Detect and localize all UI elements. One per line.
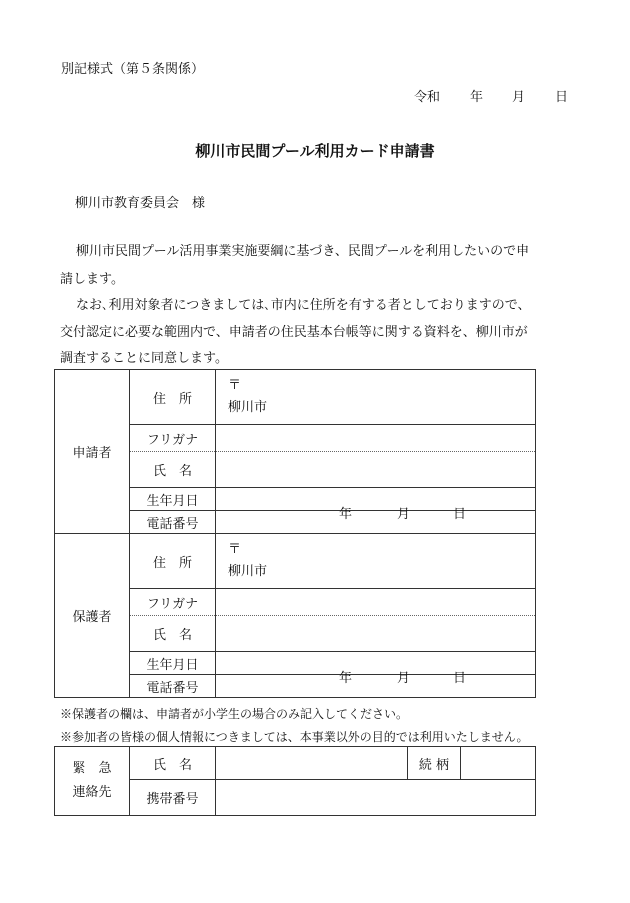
emergency-relation-field[interactable] (461, 747, 536, 780)
applicant-dob-label: 生年月日 (130, 488, 216, 511)
body-line-2: 請します。 (60, 272, 124, 287)
guardian-phone-label: 電話番号 (130, 675, 216, 698)
emergency-label-line2: 連絡先 (72, 785, 112, 800)
applicant-dob-month: 月 (397, 507, 411, 522)
applicant-dob-year: 年 (339, 507, 353, 522)
emergency-name-label: 氏 名 (130, 747, 216, 780)
guardian-phone-field[interactable] (216, 675, 536, 698)
page-title: 柳川市民間プール利用カード申請書 (195, 142, 435, 160)
applicant-phone-field[interactable] (216, 511, 536, 534)
emergency-contact-table (54, 746, 536, 816)
body-line-4: 交付認定に必要な範囲内で、申請者の住民基本台帳等に関する資料を、柳川市が (60, 325, 528, 340)
applicant-postal-mark: 〒 (228, 378, 242, 393)
applicant-dob-field[interactable] (216, 488, 536, 522)
guardian-name-label: 氏 名 (130, 616, 216, 652)
date-year: 年 (470, 90, 484, 105)
guardian-address-field[interactable] (216, 534, 536, 589)
guardian-postal-mark: 〒 (228, 542, 242, 557)
applicant-dob-day: 日 (453, 507, 467, 522)
applicant-address-field[interactable] (216, 370, 536, 425)
addressee: 柳川市教育委員会 様 (75, 196, 206, 211)
body-line-1: 柳川市民間プール活用事業実施要綱に基づき、民間プールを利用したいので申 (76, 244, 530, 259)
applicant-furigana-label: フリガナ (130, 425, 216, 452)
applicant-name-field[interactable] (216, 452, 536, 488)
note-guardian: ※保護者の欄は、申請者が小学生の場合のみ記入してください。 (60, 707, 409, 721)
guardian-name-field[interactable] (216, 616, 536, 652)
guardian-section-label: 保護者 (55, 534, 130, 698)
date-day: 日 (555, 90, 569, 105)
guardian-dob-day: 日 (453, 671, 467, 686)
applicant-guardian-table (54, 369, 536, 698)
applicant-furigana-field[interactable] (216, 425, 536, 452)
note-privacy: ※参加者の皆様の個人情報につきましては、本事業以外の目的では利用いたしません。 (60, 730, 529, 744)
guardian-dob-year: 年 (339, 671, 353, 686)
emergency-section-label (55, 747, 130, 816)
date-era: 令和 (414, 90, 441, 105)
emergency-relation-label: 続 柄 (408, 747, 461, 780)
applicant-address-label: 住 所 (130, 370, 216, 425)
applicant-city: 柳川市 (228, 400, 268, 415)
guardian-address-label: 住 所 (130, 534, 216, 589)
emergency-mobile-label: 携帯番号 (130, 780, 216, 816)
guardian-furigana-field[interactable] (216, 589, 536, 616)
applicant-name-label: 氏 名 (130, 452, 216, 488)
guardian-dob-month: 月 (397, 671, 411, 686)
emergency-name-field[interactable] (216, 747, 408, 780)
guardian-dob-label: 生年月日 (130, 652, 216, 675)
form-label: 別記様式（第５条関係） (61, 62, 205, 77)
guardian-furigana-label: フリガナ (130, 589, 216, 616)
body-line-3: なお､利用対象者につきましては､市内に住所を有する者としておりますので、 (76, 298, 531, 313)
applicant-phone-label: 電話番号 (130, 511, 216, 534)
applicant-section-label: 申請者 (55, 370, 130, 534)
guardian-dob-field[interactable] (216, 652, 536, 686)
body-line-5: 調査することに同意します。 (60, 351, 228, 366)
emergency-mobile-field[interactable] (216, 780, 536, 816)
emergency-label-line1: 緊 急 (72, 761, 112, 776)
guardian-city: 柳川市 (228, 564, 268, 579)
date-month: 月 (512, 90, 526, 105)
